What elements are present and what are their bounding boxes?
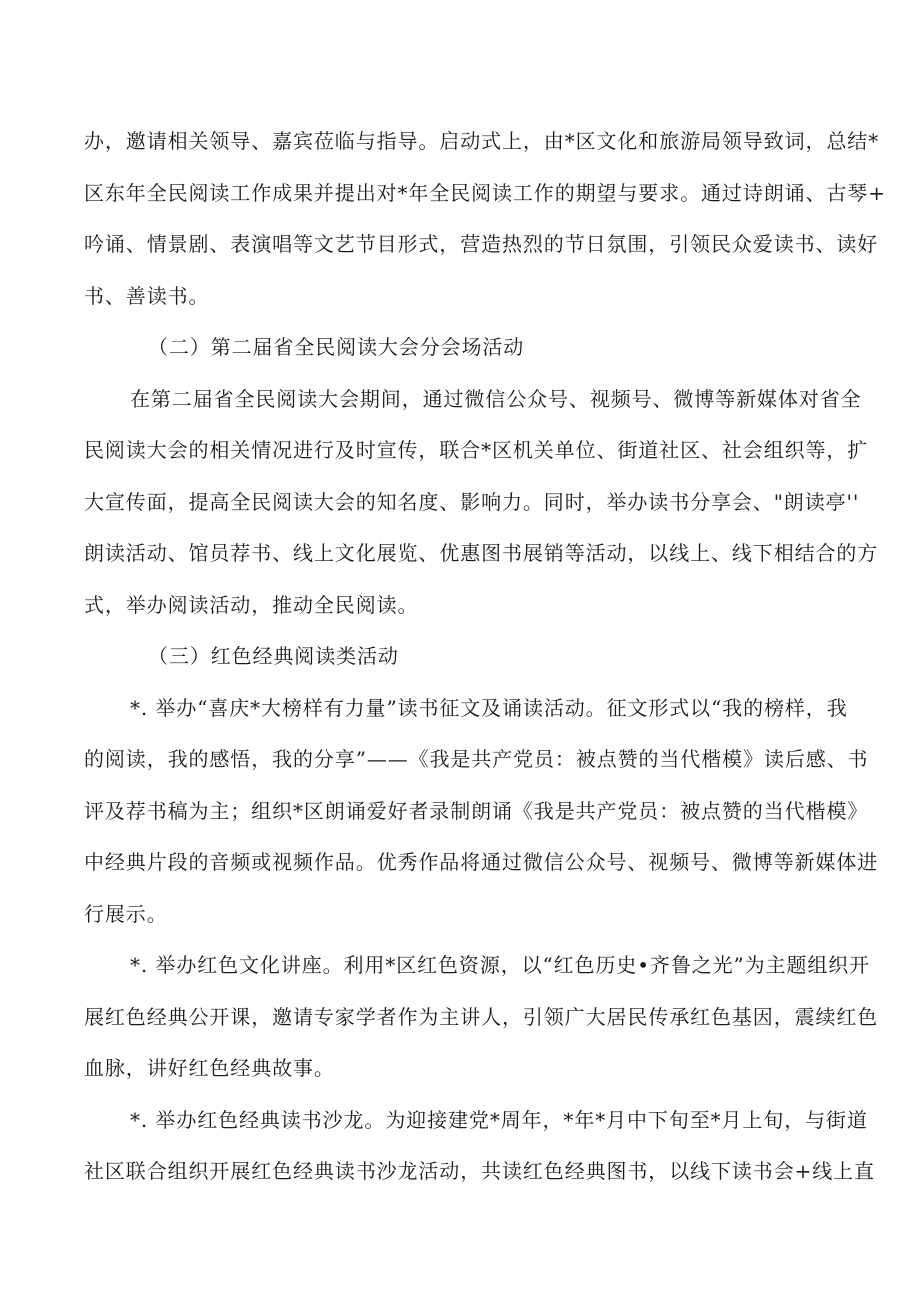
paragraph-line: 朗读活动、馆员荐书、线上文化展览、优惠图书展销等活动，以线上、线下相结合的方 <box>84 541 879 565</box>
paragraph-line: 行展示。 <box>84 902 168 926</box>
section-heading: （二）第二届省全民阅读大会分会场活动 <box>148 335 525 359</box>
paragraph-line: 式，举办阅读活动，推动全民阅读。 <box>84 593 419 617</box>
paragraph-line: 展红色经典公开课，邀请专家学者作为主讲人，引领广大居民传承红色基因，震续红色 <box>84 1005 879 1029</box>
paragraph-line: 中经典片段的音频或视频作品。优秀作品将通过微信公众号、视频号、微博等新媒体进 <box>84 850 879 874</box>
paragraph-line: *. 举办红色文化讲座。利用*区红色资源，以“红色历史•齐鲁之光”为主题组织开 <box>130 953 871 977</box>
paragraph-line: 在第二届省全民阅读大会期间，通过微信公众号、视频号、微博等新媒体对省全 <box>130 387 862 411</box>
paragraph-line: 评及荐书稿为主；组织*区朗诵爱好者录制朗诵《我是共产党员：被点赞的当代楷模》 <box>84 799 869 823</box>
paragraph-line: 民阅读大会的相关情况进行及时宣传，联合*区机关单位、街道社区、社会组织等，扩 <box>84 438 869 462</box>
paragraph-line: 区东年全民阅读工作成果并提出对*年全民阅读工作的期望与要求。通过诗朗诵、古琴+ <box>84 181 886 205</box>
paragraph-line: 书、善读书。 <box>84 284 210 308</box>
paragraph-line: 大宣传面，提高全民阅读大会的知名度、影响力。同时，举办读书分享会、"朗读亭'' <box>84 490 860 514</box>
paragraph-line: 吟诵、情景剧、表演唱等文艺节目形式，营造热烈的节日氛围，引领民众爱读书、读好 <box>84 232 879 256</box>
paragraph-line: 血脉，讲好红色经典故事。 <box>84 1056 335 1080</box>
section-heading: （三）红色经典阅读类活动 <box>148 644 399 668</box>
paragraph-line: 的阅读，我的感悟，我的分享”——《我是共产党员：被点赞的当代楷模》读后感、书 <box>84 747 869 771</box>
paragraph-line: *. 举办“喜庆*大榜样有力量”读书征文及诵读活动。征文形式以“我的榜样，我 <box>130 696 848 720</box>
paragraph-line: 社区联合组织开展红色经典读书沙龙活动，共读红色经典图书，以线下读书会+线上直 <box>84 1159 875 1183</box>
paragraph-line: *. 举办红色经典读书沙龙。为迎接建党*周年，*年*月中下旬至*月上旬，与街道 <box>130 1108 868 1132</box>
paragraph-line: 办，邀请相关领导、嘉宾莅临与指导。启动式上，由*区文化和旅游局领导致词，总结* <box>84 129 880 153</box>
